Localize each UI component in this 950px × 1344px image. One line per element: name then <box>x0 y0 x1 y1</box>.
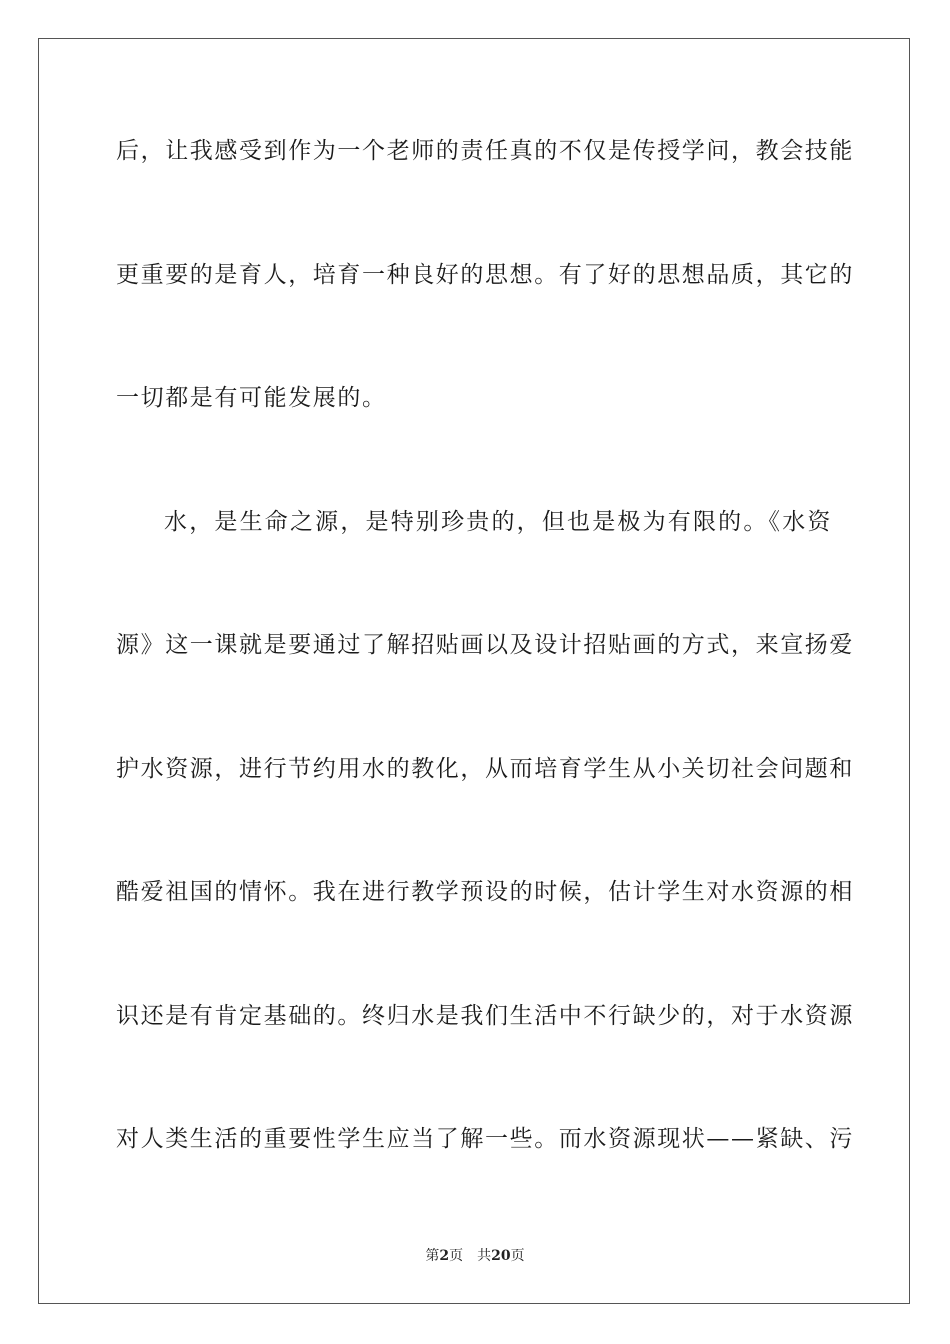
body-text-line-9: 对人类生活的重要性学生应当了解一些。而水资源现状——紧缺、污 <box>116 1126 854 1152</box>
total-pages: 20 <box>491 1248 511 1264</box>
body-text-line-4: 水，是生命之源，是特别珍贵的，但也是极为有限的。《水资 <box>164 509 832 535</box>
total-prefix: 共 <box>477 1248 492 1264</box>
body-text-line-3: 一切都是有可能发展的。 <box>116 385 387 411</box>
body-text-line-6: 护水资源，进行节约用水的教化，从而培育学生从小关切社会问题和 <box>116 756 854 782</box>
page-footer <box>0 1247 950 1265</box>
page-prefix: 第 <box>425 1248 440 1264</box>
body-text-line-2: 更重要的是育人，培育一种良好的思想。有了好的思想品质，其它的 <box>116 262 854 288</box>
body-text-line-1: 后，让我感受到作为一个老师的责任真的不仅是传授学问，教会技能 <box>116 138 854 164</box>
body-text-line-8: 识还是有肯定基础的。终归水是我们生活中不行缺少的，对于水资源 <box>116 1003 854 1029</box>
page-suffix: 页 <box>449 1248 464 1264</box>
page-number: 2 <box>439 1248 450 1264</box>
total-suffix: 页 <box>510 1248 525 1264</box>
body-text-line-5: 源》这一课就是要通过了解招贴画以及设计招贴画的方式，来宣扬爱 <box>116 632 854 658</box>
page-border <box>38 38 910 1304</box>
body-text-line-7: 酷爱祖国的情怀。我在进行教学预设的时候，估计学生对水资源的相 <box>116 879 854 905</box>
